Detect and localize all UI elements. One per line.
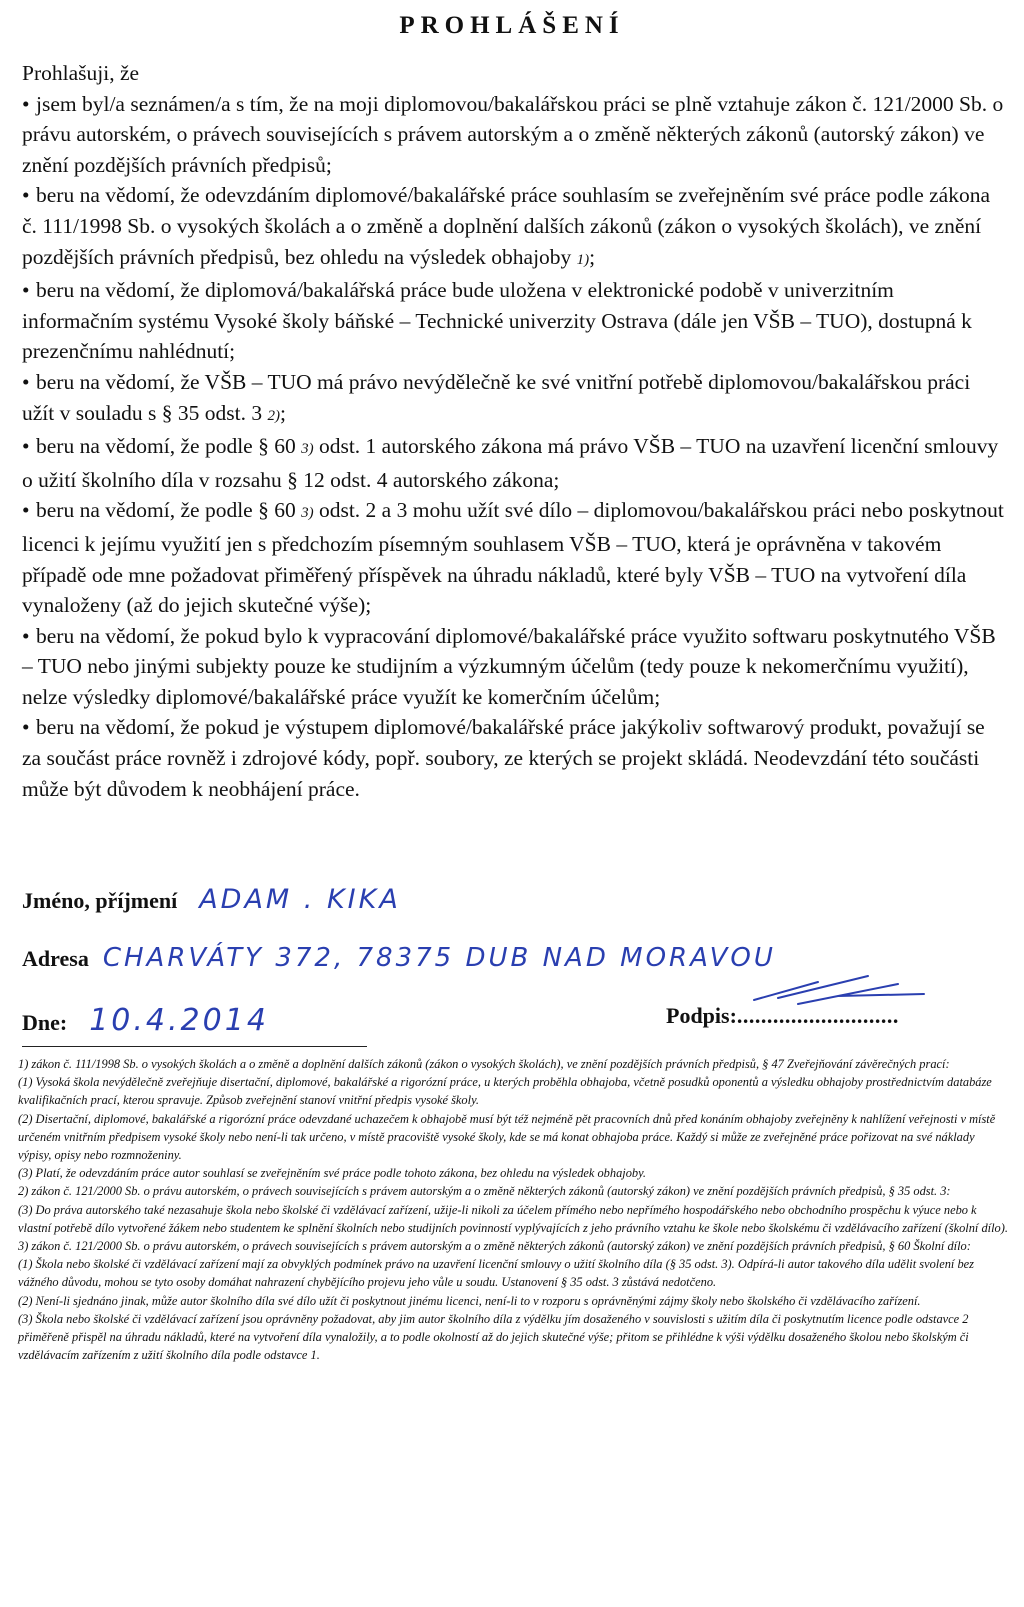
name-row (22, 884, 401, 915)
address-row (22, 943, 776, 973)
footnote: (3) Škola nebo školské či vzdělávací zařízení jsou oprávněny požadovat, aby jim autor školního díla z výdělku jím dosaženého v souvislosti s užitím díla či poskytnutím licence podle odstavce 2 přiměřeně přispěl na úhradu nákladů, které na vytvoření díla vynaložily, a to podle okolností až do jejich skutečné výše; přitom se přihlédne k výši výdělku dosaženého školou nebo školským či vzdělávacím zařízením z užití školního díla podle odstavce 1. (18, 1312, 969, 1362)
footnote: (3) Do práva autorského také nezasahuje škola nebo školské či vzdělávací zařízení, užije-li nikoli za účelem přímého nebo nepřímého hospodářského nebo obchodního prospěchu k výuce nebo k vlastní potřebě dílo vytvořené žákem nebo studentem ke splnění školních nebo studijních povinností vyplývajících z jeho právního vztahu ke škole nebo školskému či vzdělávacího zařízení (školní dílo). (18, 1202, 1008, 1235)
footnote: 1) zákon č. 111/1998 Sb. o vysokých školách a o změně a doplnění dalších zákonů (zákon o vysokých školách), ve znění pozdějších právních předpisů, § 47 Zveřejňování závěrečných prací: (18, 1057, 950, 1071)
footnote-ref: 1) (576, 251, 590, 268)
date-value: 10.4.2014 (89, 1003, 269, 1038)
declaration-item: • beru na vědomí, že podle § 60 3) odst. 1 autorského zákona má právo VŠB – TUO na uzavření licenční smlouvy o užití školního díla v rozsahu § 12 odst. 4 autorského zákona; (22, 431, 1007, 495)
bullet-icon: • (22, 715, 30, 740)
declaration-item: • beru na vědomí, že odevzdáním diplomové/bakalářské práce souhlasím se zveřejněním své práce podle zákona č. 111/1998 Sb. o vysokých školách a o změně a doplnění dalších zákonů (zákon o vysokých školách), ve znění pozdějších právních předpisů, bez ohledu na výsledek obhajoby 1); (22, 180, 1007, 275)
footnote-divider (22, 1046, 367, 1047)
bullet-icon: • (22, 91, 30, 116)
signature-row (666, 1003, 899, 1029)
date-label: Dne: (22, 1010, 68, 1035)
intro-text: Prohlašuji, že (22, 61, 140, 85)
bullet-icon: • (22, 498, 30, 523)
declaration-item: • beru na vědomí, že pokud bylo k vypracování diplomové/bakalářské práce využito softwaru poskytnutého VŠB – TUO nebo jinými subjekty pouze ke studijním a výzkumným účelům (tedy pouze k nekomerčnímu využití), nelze výsledky diplomové/bakalářské práce využít ke komerčním účelům; (22, 621, 1007, 713)
declaration-item: • jsem byl/a seznámen/a s tím, že na moji diplomovou/bakalářskou práci se plně vztahuje zákon č. 121/2000 Sb. o právu autorském, o právech souvisejících s právem autorským a o změně některých zákonů (autorský zákon) ve znění pozdějších právních předpisů; (22, 89, 1007, 181)
footnote-ref: 3) (301, 441, 314, 458)
address-label: Adresa (22, 946, 89, 971)
address-value: CHARVÁTY 372, 78375 DUB NAD MORAVOU (102, 943, 776, 973)
footnote: 3) zákon č. 121/2000 Sb. o právu autorském, o právech souvisejících s právem autorským a o změně některých zákonů (autorský zákon) ve znění pozdějších právních předpisů, § 60 Školní dílo: (18, 1239, 971, 1254)
name-value: ADAM . KIKA (199, 884, 401, 915)
declaration-item: • beru na vědomí, že podle § 60 3) odst. 2 a 3 mohu užít své dílo – diplomovou/bakalářskou práci nebo poskytnout licenci k jejímu využití jen s předchozím písemným souhlasem VŠB – TUO, která je oprávněna v takovém případě ode mne požadovat přiměřený příspěvek na úhradu nákladů, které byly VŠB – TUO na vytvoření díla vynaloženy (až do jejich skutečné výše); (22, 495, 1007, 620)
declaration-item: • beru na vědomí, že VŠB – TUO má právo nevýdělečně ke své vnitřní potřebě diplomovou/bakalářskou práci užít v souladu s § 35 odst. 3 2); (22, 367, 1007, 431)
name-label: Jméno, příjmení (22, 888, 178, 913)
footnote-ref: 3) (301, 505, 314, 522)
footnote: (1) Vysoká škola nevýdělečně zveřejňuje disertační, diplomové, bakalářské a rigorózní práce, u kterých proběhla obhajoba, včetně posudků oponentů a výsledku obhajoby prostřednictvím databáze kvalifikačních prací, kterou spravuje. Způsob zveřejnění stanoví vnitřní předpis vysoké školy. (18, 1075, 992, 1108)
bullet-icon: • (22, 434, 30, 459)
footnote: (1) Škola nebo školské či vzdělávací zařízení mají za obvyklých podmínek právo na uzavření licenční smlouvy o užití školního díla (§ 35 odst. 3). Odpírá-li autor takového díla udělit svolení bez vážného důvodu, mohou se tyto osoby domáhat nahrazení chybějícího projevu jeho vůle u soudu. Ustanovení § 35 odst. 3 zůstává nedotčeno. (18, 1257, 974, 1290)
footnote: (2) Není-li sjednáno jinak, může autor školního díla své dílo užít či poskytnout jinému licenci, není-li to v rozporu s oprávněnými zájmy školy nebo školského či vzdělávacího zařízení. (18, 1293, 921, 1308)
bullet-icon: • (22, 623, 30, 648)
bullet-icon: • (22, 369, 30, 394)
bullet-icon: • (22, 278, 30, 303)
declaration-body (22, 58, 1007, 804)
footnote: (2) Disertační, diplomové, bakalářské a rigorózní práce odevzdané uchazečem k obhajobě musí být též nejméně pět pracovních dnů před konáním obhajoby zveřejněny k nahlížení veřejnosti v místě určeném vnitřním předpisem vysoké školy nebo není-li tak určeno, v místě pracoviště vysoké školy, kde se má konat obhajoba práce. Každý si může ze zveřejněné práce pořizovat na své náklady výpisy, opisy nebo rozmnoženiny. (18, 1111, 996, 1162)
footnote-ref: 2) (267, 407, 280, 424)
declaration-item: • beru na vědomí, že pokud je výstupem diplomové/bakalářské práce jakýkoliv softwarový produkt, považují se za součást práce rovněž i zdrojové kódy, popř. soubory, ze kterých se projekt skládá. Neodevzdání této součásti může být důvodem k neobhájení práce. (22, 712, 1007, 804)
bullet-icon: • (22, 183, 30, 208)
date-row (22, 1003, 269, 1038)
footnote: 2) zákon č. 121/2000 Sb. o právu autorském, o právech souvisejících s právem autorským a o změně některých zákonů (autorský zákon) ve znění pozdějších právních předpisů, § 35 odst. 3: (18, 1184, 951, 1199)
page-title: PROHLÁŠENÍ (399, 12, 625, 39)
footnote: (3) Platí, že odevzdáním práce autor souhlasí se zveřejněním své práce podle tohoto zákona, bez ohledu na výsledek obhajoby. (18, 1165, 647, 1180)
declaration-item: • beru na vědomí, že diplomová/bakalářská práce bude uložena v elektronické podobě v univerzitním informačním systému Vysoké školy báňské – Technické univerzity Ostrava (dále jen VŠB – TUO), dostupná k prezenčnímu nahlédnutí; (22, 275, 1007, 367)
signature-label: Podpis: (666, 1003, 737, 1028)
footnotes (18, 1056, 1008, 1365)
signature-line: ........................... (736, 1003, 899, 1028)
